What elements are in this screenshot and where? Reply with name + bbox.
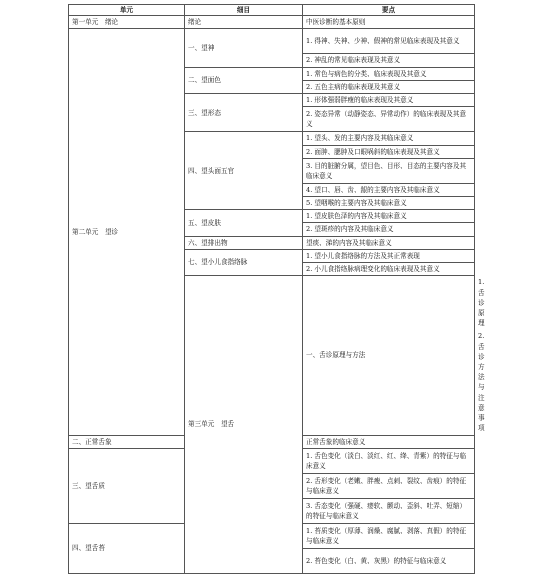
point-cell: 3. 目的脏腑分属，望目色、目形、目态的主要内容及其临床意义 bbox=[303, 158, 475, 183]
item-cell: 四、望头面五官 bbox=[185, 132, 303, 210]
header-unit: 单元 bbox=[69, 5, 185, 16]
point-cell: 3. 舌态变化（强硬、痿软、颤动、歪斜、吐弄、短缩）的特征与临床意义 bbox=[303, 498, 475, 523]
header-item: 细目 bbox=[185, 5, 303, 16]
point-cell: 1. 常色与病色的分类、临床表现及其意义 bbox=[303, 67, 475, 80]
point-cell: 2. 望斑疹的内容及其临床意义 bbox=[303, 223, 475, 236]
point-cell: 2. 神乱的常见临床表现及其意义 bbox=[303, 54, 475, 67]
item-cell: 二、正常舌象 bbox=[69, 435, 185, 448]
table-row bbox=[69, 29, 475, 54]
item-cell: 五、望皮肤 bbox=[185, 210, 303, 236]
point-cell: 2. 苔色变化（白、黄、灰黑）的特征与临床意义 bbox=[303, 548, 475, 573]
table-row: 第三单元 望舌 一、舌诊原理与方法 1. 舌诊原理 bbox=[69, 276, 475, 330]
table-row: 2. 舌诊方法与注意事项 bbox=[478, 332, 485, 433]
item-cell: 三、望舌质 bbox=[69, 448, 185, 523]
point-cell: 2. 小儿食指络脉病理变化的临床表现及其意义 bbox=[303, 263, 475, 276]
item-cell: 绪论 bbox=[185, 16, 303, 29]
item-cell: 三、望形态 bbox=[185, 94, 303, 132]
point-cell: 2. 面肿、腮肿及口眼㖞斜的临床表现及其意义 bbox=[303, 145, 475, 158]
point-cell: 1. 苔质变化（厚薄、润燥、腐腻、剥落、真假）的特征与临床意义 bbox=[303, 523, 475, 548]
item-cell: 六、望排出物 bbox=[185, 236, 303, 249]
unit-cell: 第一单元 绪论 bbox=[69, 16, 185, 29]
unit-cell: 第二单元 望诊 bbox=[69, 29, 185, 435]
point-cell: 1. 望皮肤色泽的内容及其临床意义 bbox=[303, 210, 475, 223]
point-cell: 1. 得神、失神、少神、假神的常见临床表现及其意义 bbox=[303, 29, 475, 54]
point-cell: 2. 舌形变化（老嫩、胖瘦、点刺、裂纹、齿痕）的特征与临床意义 bbox=[303, 473, 475, 498]
point-cell: 1. 望小儿食指络脉的方法及其正常表现 bbox=[303, 249, 475, 262]
point-cell: 望痰、涕的内容及其临床意义 bbox=[303, 236, 475, 249]
header-row bbox=[69, 5, 475, 16]
point-cell: 正常舌象的临床意义 bbox=[303, 435, 475, 448]
point-cell: 4. 望口、唇、齿、龈的主要内容及其临床意义 bbox=[303, 183, 475, 196]
item-cell: 一、舌诊原理与方法 bbox=[303, 276, 475, 435]
item-cell: 四、望舌苔 bbox=[69, 523, 185, 573]
point-cell: 5. 望咽喉的主要内容及其临床意义 bbox=[303, 196, 475, 209]
table-row bbox=[69, 16, 475, 29]
point-cell: 1. 望头、发的主要内容及其临床意义 bbox=[303, 132, 475, 145]
item-cell: 一、望神 bbox=[185, 29, 303, 67]
syllabus-table bbox=[68, 4, 485, 574]
header-point: 要点 bbox=[303, 5, 475, 16]
unit-cell: 第三单元 望舌 bbox=[185, 276, 303, 574]
point-cell: 中医诊断的基本原则 bbox=[303, 16, 475, 29]
point-cell: 1. 舌色变化（淡白、淡红、红、绛、青紫）的特征与临床意义 bbox=[303, 448, 475, 473]
point-cell: 2. 五色主病的临床表现及其意义 bbox=[303, 80, 475, 93]
item-cell: 二、望面色 bbox=[185, 67, 303, 93]
point-cell: 1. 形体强弱胖瘦的临床表现及其意义 bbox=[303, 94, 475, 107]
item-cell: 七、望小儿食指络脉 bbox=[185, 249, 303, 275]
point-cell: 2. 姿态异常（动静姿态、异常动作）的临床表现及其意义 bbox=[303, 107, 475, 132]
